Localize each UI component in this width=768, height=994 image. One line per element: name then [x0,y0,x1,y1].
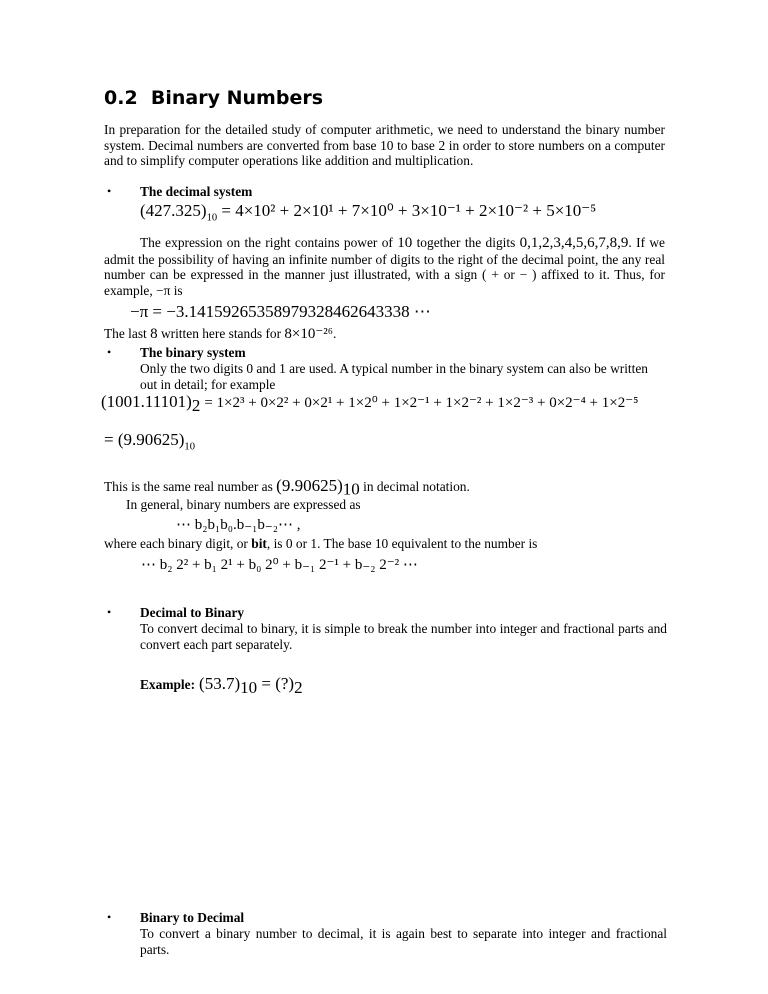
binary-expansion-equation [101,392,639,416]
bullet-bin2dec: • [107,910,112,924]
ten-symbol: 10 [397,235,413,251]
binary-general-form: ⋯ b₂b₁b₀.b₋₁b₋₂⋯ , [176,517,301,533]
same-number-note: This is the same real number as $(9.90625)_{10}$ in decimal notation. [104,476,470,499]
pi-equation: −π = −3.14159265358979328462643338 ⋯ [130,302,431,321]
base10-equivalent-form: ⋯ b₂ 2² + b₁ 2¹ + b₀ 2⁰ + b₋₁ 2⁻¹ + b₋₂ 2⁻² ⋯ [141,557,418,573]
bin2dec-heading: Binary to Decimal [140,910,245,925]
bullet-dec2bin: • [107,605,112,619]
decimal-eq-lhs: (427.325) [140,201,207,220]
dec2bin-text: To convert decimal to binary, it is simple to break the number into integer and fractional parts and convert each part separately. [140,621,667,652]
binary-text-line2: out in detail; for example [140,377,276,392]
bit-definition: where each binary digit, or bit, is 0 or 1. The base 10 equivalent to the number is [104,536,538,551]
last-eight-note: The last 8 written here stands for 8×10⁻²⁶. [104,326,337,342]
binary-heading: The binary system [140,345,246,360]
example-label: Example: [140,677,196,692]
bin2dec-text: To convert a binary number to decimal, it is again best to separate into integer and fractional parts. [140,926,667,957]
binary-result-equation: = $(9.90625)_{10}$ [104,430,195,453]
bullet-binary: • [107,345,112,359]
binary-eq-lhs-base: 2 [191,396,201,416]
binary-eq-lhs: (1001.11101) [101,392,192,411]
binary-eq-rhs: = 1×2³ + 0×2² + 0×2¹ + 1×2⁰ + 1×2⁻¹ + 1×2⁻² + 1×2⁻³ + 0×2⁻⁴ + 1×2⁻⁵ [204,395,639,411]
decimal-expansion-equation [140,201,597,224]
section-title: Binary Numbers [150,87,324,109]
bullet-decimal: • [107,184,112,198]
binary-text-line1: Only the two digits 0 and 1 are used. A typical number in the binary system can also be written [140,361,648,376]
bit-term: bit [251,536,267,551]
decimal-heading: The decimal system [140,184,253,199]
digit-list: 0,1,2,3,4,5,6,7,8,9 [519,235,629,251]
example-expression: (53.7) [199,674,241,693]
dec2bin-example: Example: $(53.7)_{10}$ = $(?)_2$ [140,674,303,698]
dec2bin-heading: Decimal to Binary [140,605,245,620]
decimal-eq-lhs-base: 10 [206,212,218,224]
decimal-eq-rhs: = 4×10² + 2×10¹ + 7×10⁰ + 3×10⁻¹ + 2×10⁻² + 5×10⁻⁵ [221,201,597,220]
section-heading [104,87,323,109]
last-eight-expression: 8×10⁻²⁶ [284,326,334,342]
section-number: 0.2 [104,87,138,109]
decimal-explanation: The expression on the right contains power of 10 together the digits 0,1,2,3,4,5,6,7,8,9. If we admit the possibility of having an infinite number of digits to the right of the decimal point, the any real number can be expressed in the manner just illustrated, with a sign ( + or − ) affixed to it. Thus, for example, −π is [104,235,665,299]
intro-paragraph: In preparation for the detailed study of computer arithmetic, we need to understand the binary number system. Decimal numbers are converted from base 10 to base 2 in order to store numbers on a computer and to simplify computer operations like addition and multiplication. [104,122,665,169]
general-form-intro: In general, binary numbers are expressed as [126,497,361,512]
